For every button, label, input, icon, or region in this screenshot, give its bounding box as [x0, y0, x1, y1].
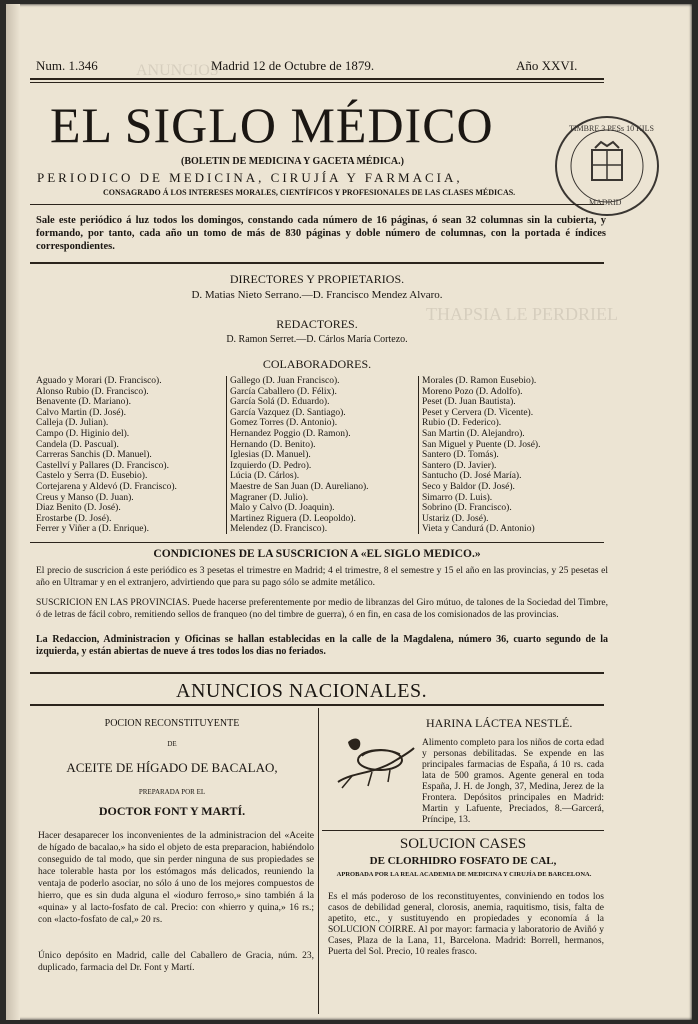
editors-heading: REDACTORES.	[276, 317, 358, 331]
ad-pocion-body: Hacer desaparecer los inconvenientes de la administracion del «Aceite de hígado de bacalao,» ha sido el objeto de esta preparacion, habiéndolo conseguido de tal modo, que sin perder ninguna de sus propiedades se hace tolerable hasta por los estómagos más delicados, reuniendo la ventaja de poderlo asociar, no sólo á uno de los mejores compuestos de hierro, que es sin duda alguna el «ioduro ferroso,» sino también á la «quina» y al lacto-fosfato de cal. Precio: con «hierro y quina,» 16 rs.; con «lacto-fosfato de cal,» 20 rs.	[38, 831, 314, 925]
list-item: Rubio (D. Federico).	[422, 418, 502, 429]
collaborators-heading: COLABORADORES.	[262, 357, 372, 371]
directors-heading: DIRECTORES Y PROPIETARIOS.	[229, 272, 405, 286]
newspaper-title: EL SIGLO MÉDICO	[50, 97, 494, 153]
newspaper-page	[6, 4, 692, 1020]
newspaper-tagline: PERIODICO DE MEDICINA, CIRUJÍA Y FARMACIA,	[37, 170, 463, 185]
list-item: Seco y Baldor (D. José).	[422, 481, 515, 492]
list-item: San Martin (D. Alejandro).	[422, 428, 525, 439]
ad-pocion-de: DE	[167, 740, 177, 748]
list-item: García Caballero (D. Félix).	[230, 386, 337, 397]
list-item: Santero (D. Tomás).	[422, 450, 499, 461]
ad-pocion-by: PREPARADA POR EL	[138, 788, 206, 796]
bird-nest-illustration-icon	[328, 722, 418, 794]
list-item: San Miguel y Puente (D. José).	[422, 439, 541, 450]
list-item: Sobrino (D. Francisco).	[422, 503, 512, 514]
list-item: Benavente (D. Mariano).	[36, 397, 131, 408]
stamp-bottom-text: MADRID	[589, 198, 622, 207]
page-edge-shadow	[6, 4, 20, 1020]
list-item: Erostarbe (D. José).	[36, 513, 112, 524]
list-item: Cortejarena y Aldevó (D. Francisco).	[36, 481, 177, 492]
list-item: Candela (D. Pascual).	[36, 439, 119, 450]
list-item: Martinez Riguera (D. Leopoldo).	[230, 513, 356, 524]
list-item: Carreras Sanchis (D. Manuel).	[36, 450, 152, 461]
list-item: Gallego (D. Juan Francisco).	[230, 376, 340, 386]
list-item: Maestre de San Juan (D. Aureliano).	[230, 481, 369, 492]
collaborators-column-1	[36, 376, 177, 535]
publication-notice: Sale este periódico á luz todos los domingos, constando cada número de 16 páginas, ó sean 32 columnas sin la cubierta, y formando, por tanto, cada año un tomo de más de 830 páginas y doble número de columnas, con la portada é índices correspondientes.	[36, 215, 606, 252]
list-item: García Solá (D. Eduardo).	[230, 397, 330, 408]
column-divider	[226, 376, 227, 534]
list-item: Alonso Rubio (D. Francisco).	[36, 386, 149, 397]
list-item: Melendez (D. Francisco).	[230, 524, 328, 535]
ad-pocion-title: POCION RECONSTITUYENTE	[104, 718, 240, 729]
list-item: Iglesias (D. Manuel).	[230, 450, 311, 461]
list-item: Calleja (D. Julian).	[36, 418, 109, 429]
list-item: Hernandez Poggio (D. Ramon).	[230, 428, 351, 439]
list-item: Gomez Torres (D. Antonio).	[230, 418, 338, 429]
divider	[322, 830, 604, 831]
ad-cases-heading: SOLUCION CASES	[399, 836, 527, 852]
issue-date: Madrid 12 de Octubre de 1879.	[211, 58, 375, 73]
list-item: Santero (D. Javier).	[422, 460, 497, 471]
issue-number: Num. 1.346	[36, 58, 98, 73]
list-item: Morales (D. Ramon Eusebio).	[422, 376, 537, 386]
column-divider	[418, 376, 419, 534]
conditions-provinces: SUSCRICION EN LAS PROVINCIAS. Puede hacerse preferentemente por medio de libranzas del Giro mútuo, de talones de la Sociedad del Timbre, ó de letras de fácil cobro, remitiendo sellos de franqueo (no del timbre de guerra), ó en fin, en casa de los comisionados de las provincias.	[36, 598, 608, 620]
bleed-through-text: THAPSIA LE PERDRIEL	[426, 304, 619, 324]
list-item: Calvo Martin (D. José).	[36, 407, 126, 418]
newspaper-subtitle: (BOLETIN DE MEDICINA Y GACETA MÉDICA.)	[181, 156, 404, 167]
divider	[30, 262, 604, 264]
directors-names: D. Matias Nieto Serrano.—D. Francisco Mendez Alvaro.	[191, 289, 443, 301]
list-item: Diaz Benito (D. José).	[36, 503, 121, 514]
divider	[30, 78, 604, 80]
stamp-top-text: TIMBRE 3 PESs 10 KILS	[569, 124, 654, 133]
list-item: Aguado y Morari (D. Francisco).	[36, 376, 162, 386]
list-item: Moreno Pozo (D. Adolfo).	[422, 386, 523, 397]
newspaper-consecration: CONSAGRADO Á LOS INTERESES MORALES, CIENTÍFICOS Y PROFESIONALES DE LAS CLASES MÉDICAS.	[103, 188, 516, 197]
column-divider	[318, 708, 319, 1014]
list-item: Malo y Calvo (D. Joaquin).	[230, 503, 335, 514]
ads-heading: ANUNCIOS NACIONALES.	[176, 680, 428, 702]
list-item: Campo (D. Higinio del).	[36, 428, 130, 439]
ad-pocion-depot: Único depósito en Madrid, calle del Caballero de Gracia, núm. 23, duplicado, farmacia del Dr. Font y Martí.	[38, 951, 314, 973]
list-item: Izquierdo (D. Pedro).	[230, 460, 312, 471]
divider	[30, 672, 604, 674]
list-item: Ferrer y Viñer a (D. Enrique).	[36, 524, 149, 535]
ad-cases-sub: DE CLORHIDRO FOSFATO DE CAL,	[369, 855, 557, 867]
list-item: Simarro (D. Luis).	[422, 492, 493, 503]
list-item: Lúcia (D. Cárlos).	[230, 471, 300, 482]
list-item: Castellví y Pallares (D. Francisco).	[36, 460, 169, 471]
ad-nestle-heading: HARINA LÁCTEA NESTLÉ.	[426, 716, 573, 730]
ad-pocion-doctor: DOCTOR FONT Y MARTÍ.	[98, 804, 246, 818]
conditions-price: El precio de suscricion á este periódico es 3 pesetas el trimestre en Madrid; 4 el trimestre, 8 el semestre y 15 el año en las provincias, y 25 pesetas el año en Ultramar y en el extranjero, advirtiendo que para su pago sólo se admite metálico.	[36, 566, 608, 588]
list-item: Magraner (D. Julio).	[230, 492, 309, 503]
list-item: Santucho (D. José María).	[422, 471, 522, 482]
ad-pocion-product: ACEITE DE HÍGADO DE BACALAO,	[66, 760, 278, 775]
list-item: Hernando (D. Benito).	[230, 439, 316, 450]
issue-year: Año XXVI.	[516, 58, 578, 73]
conditions-heading: CONDICIONES DE LA SUSCRICION A «EL SIGLO MEDICO.»	[153, 548, 481, 560]
ad-nestle-body: Alimento completo para los niños de corta edad y personas debilitadas. Se expende en las principales farmacias de España, á 10 rs. cada lata de 500 gramos. Agente general en toda España, J. H. de Jongh, 37, Medina, Jerez de la Frontera. Depósitos principales en Madrid: Martin y Lafuente, Preciados, 8.—Garcerá, Príncipe, 13.	[422, 738, 604, 825]
collaborators-column-2	[230, 376, 369, 535]
divider	[30, 542, 604, 543]
editors-names: D. Ramon Serret.—D. Cárlos María Cortezo.	[226, 334, 408, 345]
ad-cases-body: Es el más poderoso de los reconstituyentes, conviniendo en todos los casos de debilidad general, clorosis, anemia, raquitismo, tisis, falta de apetito, etc., y sustituyendo en propiedades y economía á la SOLUCION COIRRE. Al por mayor: farmacia y laboratorio de Aviñó y Cases, Plaza de la Lana, 11, Barcelona. Madrid: Borrell, hermanos, Puerta del Sol. Precio, 10 reales frasco.	[328, 892, 604, 957]
list-item: Castelo y Serra (D. Eusebio).	[36, 471, 148, 482]
list-item: Ustariz (D. José).	[422, 513, 489, 524]
divider	[30, 82, 604, 83]
list-item: García Vazquez (D. Santiago).	[230, 407, 346, 418]
divider	[30, 204, 604, 205]
conditions-office: La Redaccion, Administracion y Oficinas se hallan establecidas en la calle de la Magdalena, número 36, cuarto segundo de la izquierda, y están abiertas de nueve á tres todos los dias no feriados.	[36, 634, 608, 657]
list-item: Vieta y Candurá (D. Antonio)	[422, 524, 535, 535]
ad-cases-approval: APROBADA POR LA REAL ACADEMIA DE MEDICINA Y CIRUJÍA DE BARCELONA.	[336, 871, 592, 878]
list-item: Peset (D. Juan Bautista).	[422, 397, 516, 408]
tax-stamp	[555, 116, 659, 216]
list-item: Peset y Cervera (D. Vicente).	[422, 407, 534, 418]
divider	[30, 704, 604, 706]
bleed-through-text: ANUNCIOS	[136, 62, 219, 79]
collaborators-column-3	[422, 376, 540, 535]
list-item: Creus y Manso (D. Juan).	[36, 492, 134, 503]
